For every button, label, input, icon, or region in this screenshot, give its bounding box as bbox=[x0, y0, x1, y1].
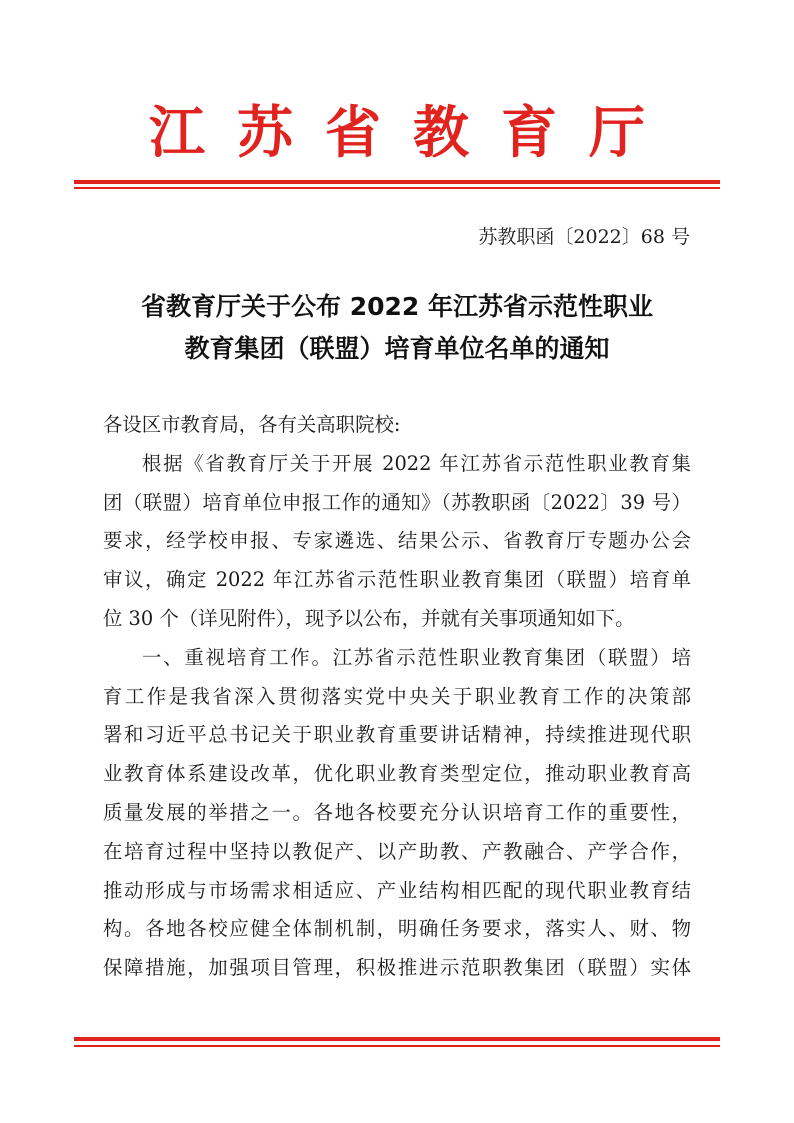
body-line: 业教育体系建设改革，优化职业教育类型定位，推动职业教育高 bbox=[103, 762, 691, 786]
body-line: 审议，确定 2022 年江苏省示范性职业教育集团（联盟）培育单 bbox=[103, 568, 691, 592]
body-text bbox=[103, 406, 691, 988]
body-line: 一、重视培育工作。江苏省示范性职业教育集团（联盟）培 bbox=[142, 645, 691, 669]
body-line: 署和习近平总书记关于职业教育重要讲话精神，持续推进现代职 bbox=[103, 723, 691, 747]
body-line: 在培育过程中坚持以教促产、以产助教、产教融合、产学合作， bbox=[103, 839, 691, 863]
masthead-rule-thin bbox=[74, 187, 720, 189]
title-line-1: 省教育厅关于公布 2022 年江苏省示范性职业 bbox=[141, 292, 653, 321]
body-line: 保障措施，加强项目管理，积极推进示范职教集团（联盟）实体 bbox=[103, 956, 691, 980]
body-line: 推动形成与市场需求相适应、产业结构相匹配的现代职业教育结 bbox=[103, 878, 691, 902]
document-number: 苏教职函〔2022〕68 号 bbox=[478, 226, 690, 248]
document-title bbox=[74, 286, 720, 370]
body-line: 要求，经学校申报、专家遴选、结果公示、省教育厅专题办公会 bbox=[103, 529, 691, 553]
body-line: 育工作是我省深入贯彻落实党中央关于职业教育工作的决策部 bbox=[103, 684, 691, 708]
body-line: 位 30 个（详见附件），现予以公布，并就有关事项通知如下。 bbox=[103, 606, 635, 630]
footer-rule-thin bbox=[74, 1045, 720, 1047]
body-line: 构。各地各校应健全体制机制，明确任务要求，落实人、财、物 bbox=[103, 917, 691, 941]
salutation: 各设区市教育局，各有关高职院校: bbox=[103, 413, 401, 436]
body-line: 团（联盟）培育单位申报工作的通知》（苏教职函〔2022〕39 号） bbox=[103, 490, 691, 514]
body-line: 根据《省教育厅关于开展 2022 年江苏省示范性职业教育集 bbox=[142, 451, 691, 475]
masthead-title: 江苏省教育厅 bbox=[149, 100, 677, 166]
footer-rule-thick bbox=[74, 1037, 720, 1041]
body-line: 质量发展的举措之一。各地各校要充分认识培育工作的重要性， bbox=[103, 800, 691, 824]
title-line-2: 教育集团（联盟）培育单位名单的通知 bbox=[184, 334, 610, 363]
masthead-rule-thick bbox=[74, 180, 720, 184]
